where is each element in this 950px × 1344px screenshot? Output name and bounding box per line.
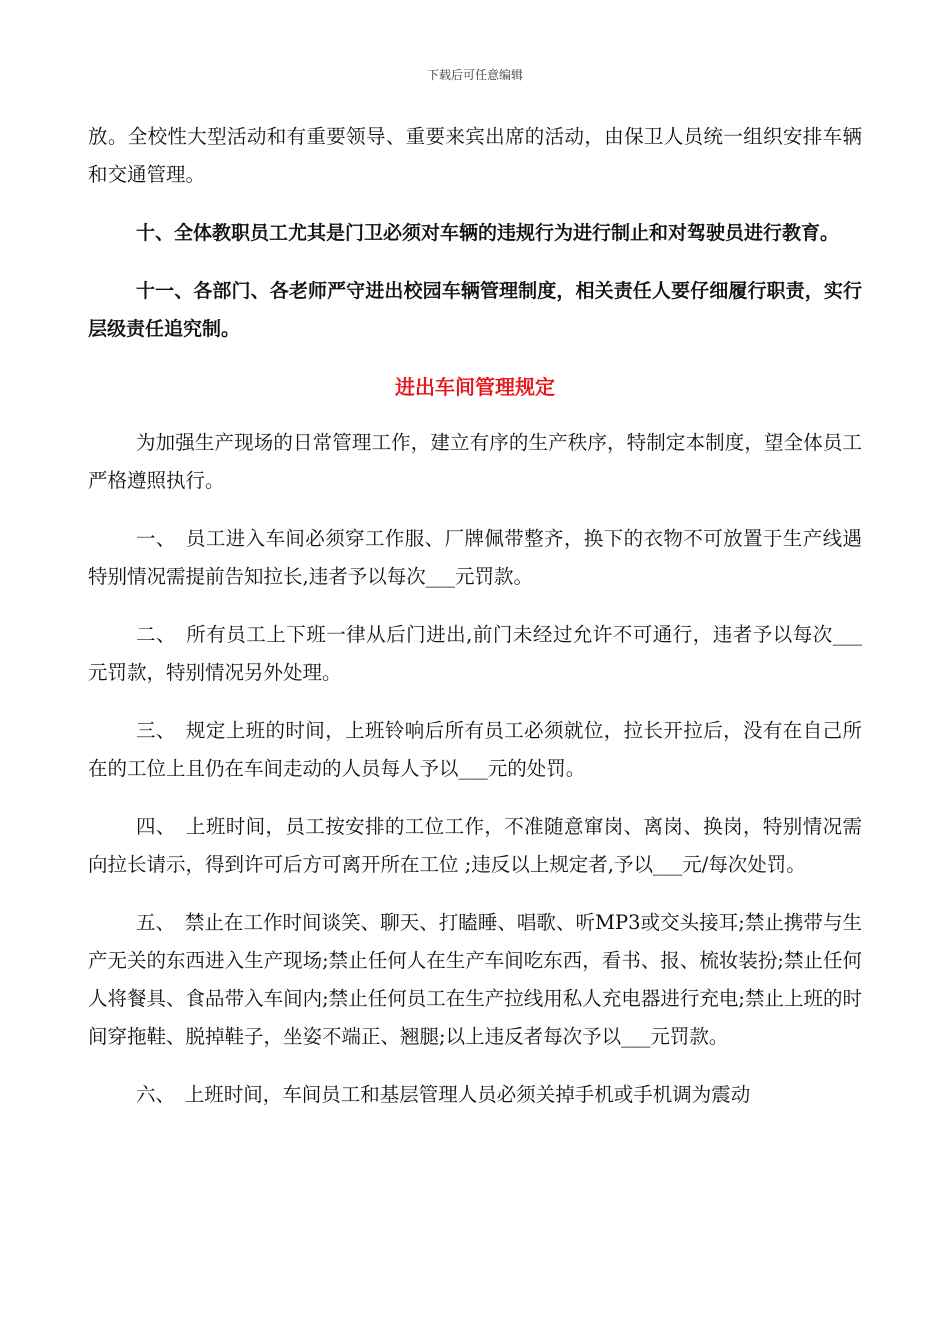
- rule-five: 五、 禁止在工作时间谈笑、聊天、打瞌睡、唱歌、听MP3或交头接耳;禁止携带与生产无关的东西进入生产现场;禁止任何人在生产车间吃东西，看书、报、梳妆装扮;禁止任何人将餐具、食品带入车间内;禁止任何员工在生产拉线用私人充电器进行充电;禁止上班的时间穿拖鞋、脱掉鞋子，坐姿不端正、翘腿;以上违反者每次予以___元罚款。: [88, 911, 862, 1048]
- rule-two: 二、 所有员工上下班一律从后门进出,前门未经过允许不可通行，违者予以每次___元罚款，特别情况另外处理。: [88, 623, 862, 684]
- intro-paragraph: 为加强生产现场的日常管理工作，建立有序的生产秩序，特制定本制度，望全体员工严格遵照执行。: [88, 431, 862, 492]
- rule-one: 一、 员工进入车间必须穿工作服、厂牌佩带整齐，换下的衣物不可放置于生产线遇特别情况需提前告知拉长,违者予以每次___元罚款。: [88, 527, 862, 588]
- paragraph-continuation: 放。全校性大型活动和有重要领导、重要来宾出席的活动，由保卫人员统一组织安排车辆和交通管理。: [88, 125, 862, 186]
- clause-eleven: 十一、各部门、各老师严守进出校园车辆管理制度，相关责任人要仔细履行职责，实行层级责任追究制。: [88, 280, 862, 340]
- page-header: 下载后可任意编辑: [426, 68, 523, 82]
- rule-three: 三、 规定上班的时间，上班铃响后所有员工必须就位，拉长开拉后，没有在自己所在的工位上且仍在车间走动的人员每人予以___元的处罚。: [88, 719, 862, 780]
- rule-six: 六、 上班时间，车间员工和基层管理人员必须关掉手机或手机调为震动: [136, 1083, 751, 1106]
- section-title: 进出车间管理规定: [395, 375, 555, 399]
- document-body: [88, 118, 862, 1134]
- rule-four: 四、 上班时间，员工按安排的工位工作，不准随意窜岗、离岗、换岗，特别情况需向拉长请示，得到许可后方可离开所在工位 ;违反以上规定者,予以___元/每次处罚。: [88, 815, 862, 876]
- clause-ten: 十、全体教职员工尤其是门卫必须对车辆的违规行为进行制止和对驾驶员进行教育。: [136, 222, 840, 244]
